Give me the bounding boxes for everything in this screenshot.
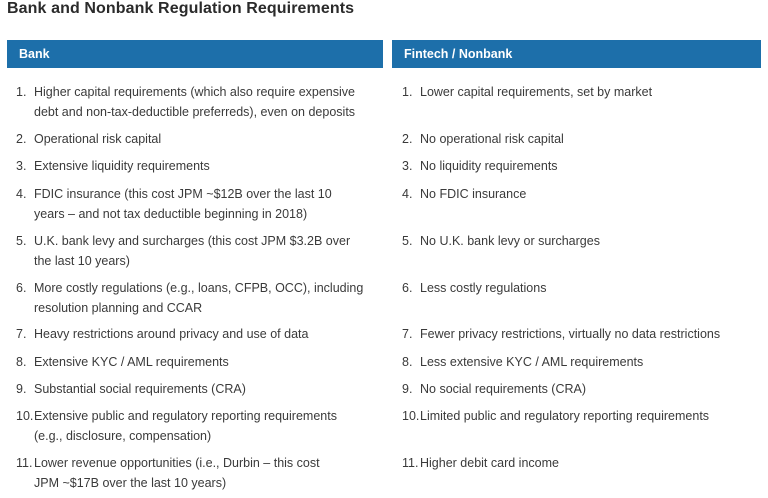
item-text-line: Higher capital requirements (which also require expensive [34, 85, 355, 99]
item-text-line: Substantial social requirements (CRA) [34, 382, 246, 396]
item-number: 6. [402, 281, 413, 295]
item-number: 9. [402, 382, 413, 396]
item-number: 3. [16, 159, 27, 173]
item-text-line: Extensive KYC / AML requirements [34, 355, 229, 369]
item-text-line: resolution planning and CCAR [34, 301, 203, 315]
item-text-line: No liquidity requirements [420, 159, 558, 173]
item-number: 11. [16, 456, 33, 470]
item-text-line: Heavy restrictions around privacy and use of data [34, 327, 309, 341]
item-text-line: Less costly regulations [420, 281, 547, 295]
item-text-line: Operational risk capital [34, 132, 162, 146]
item-number: 10. [402, 409, 420, 423]
item-text-line: No social requirements (CRA) [420, 382, 587, 396]
item-number: 2. [402, 132, 413, 146]
item-text-line: Extensive liquidity requirements [34, 159, 210, 173]
item-number: 3. [402, 159, 413, 173]
item-number: 6. [16, 281, 27, 295]
item-text-line: Lower capital requirements, set by market [420, 85, 653, 99]
item-text-line: (e.g., disclosure, compensation) [34, 429, 212, 443]
item-text-line: the last 10 years) [34, 254, 130, 268]
bank-column-header: Bank [7, 40, 383, 68]
item-text-line: No FDIC insurance [420, 187, 527, 201]
item-text-line: U.K. bank levy and surcharges (this cost JPM $3.2B over [34, 234, 351, 248]
item-number: 4. [16, 187, 27, 201]
item-number: 4. [402, 187, 413, 201]
item-text-line: Less extensive KYC / AML requirements [420, 355, 644, 369]
item-text-line: No operational risk capital [420, 132, 564, 146]
item-text-line: Higher debit card income [420, 456, 559, 470]
item-text-line: JPM ~$17B over the last 10 years) [34, 476, 227, 490]
item-text-line: No U.K. bank levy or surcharges [420, 234, 600, 248]
item-number: 1. [402, 85, 413, 99]
item-number: 5. [402, 234, 413, 248]
item-text-line: Fewer privacy restrictions, virtually no data restrictions [420, 327, 721, 341]
item-text-line: More costly regulations (e.g., loans, CFPB, OCC), including [34, 281, 364, 295]
item-text-line: Limited public and regulatory reporting requirements [420, 409, 710, 423]
item-number: 1. [16, 85, 27, 99]
page-title: Bank and Nonbank Regulation Requirements [7, 0, 355, 17]
item-number: 2. [16, 132, 27, 146]
item-text-line: Lower revenue opportunities (i.e., Durbin – this cost [34, 456, 320, 470]
item-text-line: Extensive public and regulatory reporting requirements [34, 409, 337, 423]
bank-item-1 [16, 82, 376, 122]
item-number: 10. [16, 409, 34, 423]
item-text-line: years – and not tax deductible beginning in 2018) [34, 207, 308, 221]
item-text-line: FDIC insurance (this cost JPM ~$12B over the last 10 [34, 187, 332, 201]
item-number: 7. [16, 327, 27, 341]
nonbank-column-header: Fintech / Nonbank [392, 40, 761, 68]
item-number: 9. [16, 382, 27, 396]
item-number: 5. [16, 234, 27, 248]
item-number: 7. [402, 327, 413, 341]
item-number: 8. [402, 355, 413, 369]
item-text-line: debt and non-tax-deductible preferreds), even on deposits [34, 105, 356, 119]
item-number: 8. [16, 355, 27, 369]
item-number: 11. [402, 456, 419, 470]
